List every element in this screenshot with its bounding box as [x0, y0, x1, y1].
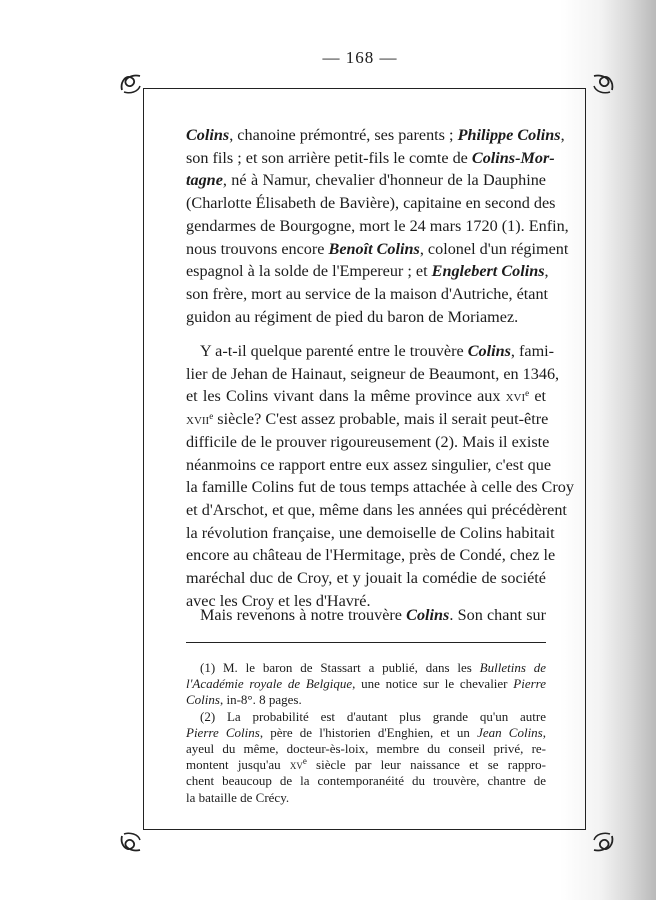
footnote-line: l'Académie royale de Belgique, une notice sur le chevalier Pierre — [186, 676, 546, 692]
paragraph-1 — [186, 124, 569, 328]
text-line: et d'Arschot, et que, même dans les années qui précédèrent — [186, 500, 567, 519]
text-line: la famille Colins fut de tous temps attachée à celle des Croy — [186, 478, 574, 497]
text-line: tagne, né à Namur, chevalier d'honneur de la Dauphine — [186, 171, 546, 190]
text-line: guidon au régiment de pied du baron de Moriamez. — [186, 307, 519, 326]
footnote-separator — [186, 642, 546, 643]
text-line: son fils ; et son arrière petit-fils le comte de Colins-Mor- — [186, 148, 555, 167]
footnote-line: ayeul du même, docteur-ès-loix, membre du conseil privé, re- — [186, 741, 546, 757]
corner-ornament-icon — [118, 830, 144, 856]
text-line: et les Colins vivant dans la même province aux xvi$^e$ et — [186, 387, 546, 406]
footnote-1: (1) M. le baron de Stassart a publié, dans les Bulletins de — [200, 660, 546, 675]
footnote-line: Colins, in-8°. 8 pages. — [186, 692, 302, 708]
text-line: Mais revenons à notre trouvère Colins. Son chant sur — [200, 606, 547, 624]
text-line: néanmoins ce rapport entre eux assez singulier, c'est que — [186, 455, 552, 474]
text-line: xvii$^e$ siècle? C'est assez probable, mais il serait peut-être — [186, 410, 549, 429]
footnote-line: montent jusqu'au $xv^e$ siècle par leur naissance et se rappro- — [186, 756, 547, 773]
text-line: Y a-t-il quelque parenté entre le trouvère Colins, fami- — [200, 342, 555, 360]
footnotes — [186, 660, 546, 806]
footnote-line: la bataille de Crécy. — [186, 789, 290, 805]
text-line: son frère, mort au service de la maison d'Autriche, étant — [186, 284, 549, 303]
paragraph-3 — [186, 604, 546, 627]
footnote-line: chent beaucoup de la contemporanéité du trouvère, chantre de — [186, 773, 546, 789]
text-line: avec les Croy et les d'Havré. — [186, 591, 371, 610]
footnote-line: Pierre Colins, père de l'historien d'Enghien, et un Jean Colins, — [186, 724, 546, 740]
text-line: lier de Jehan de Hainaut, seigneur de Beaumont, en 1346, — [186, 364, 560, 383]
paragraph-2 — [186, 340, 574, 612]
text-line: maréchal duc de Croy, et y jouait la comédie de société — [186, 569, 546, 588]
text-line: nous trouvons encore Benoît Colins, colonel d'un régiment — [186, 239, 569, 258]
text-line: la révolution française, une demoiselle de Colins habitait — [186, 523, 555, 542]
text-line: difficile de le prouver rigoureusement (2). Mais il existe — [186, 432, 550, 451]
corner-ornament-icon — [590, 70, 616, 96]
text-line: espagnol à la solde de l'Empereur ; et Englebert Colins, — [186, 262, 549, 281]
text-line: Colins, chanoine prémontré, ses parents ; Philippe Colins, — [186, 126, 565, 144]
text-line: encore au château de l'Hermitage, près de Condé, chez le — [186, 546, 556, 565]
page-number: — 168 — — [322, 48, 398, 67]
corner-ornament-icon — [118, 70, 144, 96]
footnote-2: (2) La probabilité est d'autant plus grande qu'un autre — [200, 708, 546, 724]
text-line: (Charlotte Élisabeth de Bavière), capitaine en second des — [186, 194, 556, 213]
corner-ornament-icon — [590, 830, 616, 856]
text-line: gendarmes de Bourgogne, mort le 24 mars 1720 (1). Enfin, — [186, 216, 569, 235]
